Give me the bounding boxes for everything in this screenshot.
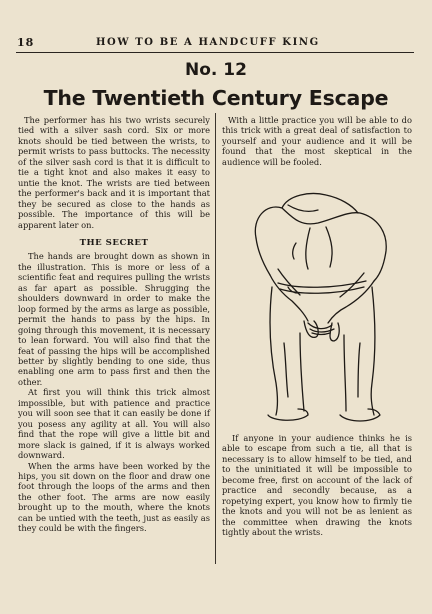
secret-paragraph-1: The hands are brought down as shown in the illustration. This is more or less of a scientific feat and requires pulling the wrists as far apart as possible. Shrugging the shoulders downward in order to make the loop formed by the arms as large as possible, permit the hands to pass by the hips. In going through this movement, it is necessary to lean forward. You will also find that the feat of passing the hips will be accomplished better by slightly bending to one side, thus enabling one arm to pass first and then the other.	[18, 251, 210, 387]
chapter-number: No. 12	[185, 60, 247, 80]
column-rule	[215, 113, 216, 564]
challenge-paragraph: If anyone in your audience thinks he is able to escape from such a tie, all that is necessary is to allow himself to be tied, and to the uninitiated it will be impossible to become free, first on account of the lack of practice and secondly because, as a ropetying expert, you know how to firmly tie the knots and you will not be as lenient as the committee when drawing the knots tightly about the wrists.	[222, 433, 412, 538]
running-head: HOW TO BE A HANDCUFF KING	[96, 37, 320, 48]
intro-paragraph: The performer has his two wrists securely tied with a silver sash cord. Six or more knots should be tied between the wrists, to permit wrists to pass buttocks. The necessity of the silver sash cord is that it is difficult to tie a tight knot and also makes it easy to untie the knot. The wrists are tied between the performer's back and it is important that they be secured as close to the hands as possible. The importance of this will be apparent later on.	[18, 115, 210, 230]
header-rule	[16, 52, 414, 53]
right-column-bottom	[222, 433, 412, 573]
secret-paragraph-2: At first you will think this trick almost impossible, but with patience and practice you will soon see that it can easily be done if you posess any agility at all. You will also find that the rope will give a little bit and more slack is gained, if it is always worked downward.	[18, 387, 210, 461]
page-number: 18	[17, 36, 35, 49]
section-heading: THE SECRET	[79, 237, 149, 248]
left-column	[18, 115, 210, 593]
bent-man-illustration	[248, 183, 398, 423]
practice-paragraph: With a little practice you will be able to do this trick with a great deal of satisfaction to yourself and your audience and it will be found that the most skeptical in the audience will be fooled.	[222, 115, 412, 167]
secret-paragraph-3: When the arms have been worked by the hips, you sit down on the floor and draw one foot through the loops of the arms and then the other foot. The arms are now easily brought up to the mouth, where the knots can be untied with the teeth, just as easily as they could be with the fingers.	[18, 460, 210, 534]
chapter-title: The Twentieth Century Escape	[43, 86, 389, 110]
right-column-top	[222, 115, 412, 167]
